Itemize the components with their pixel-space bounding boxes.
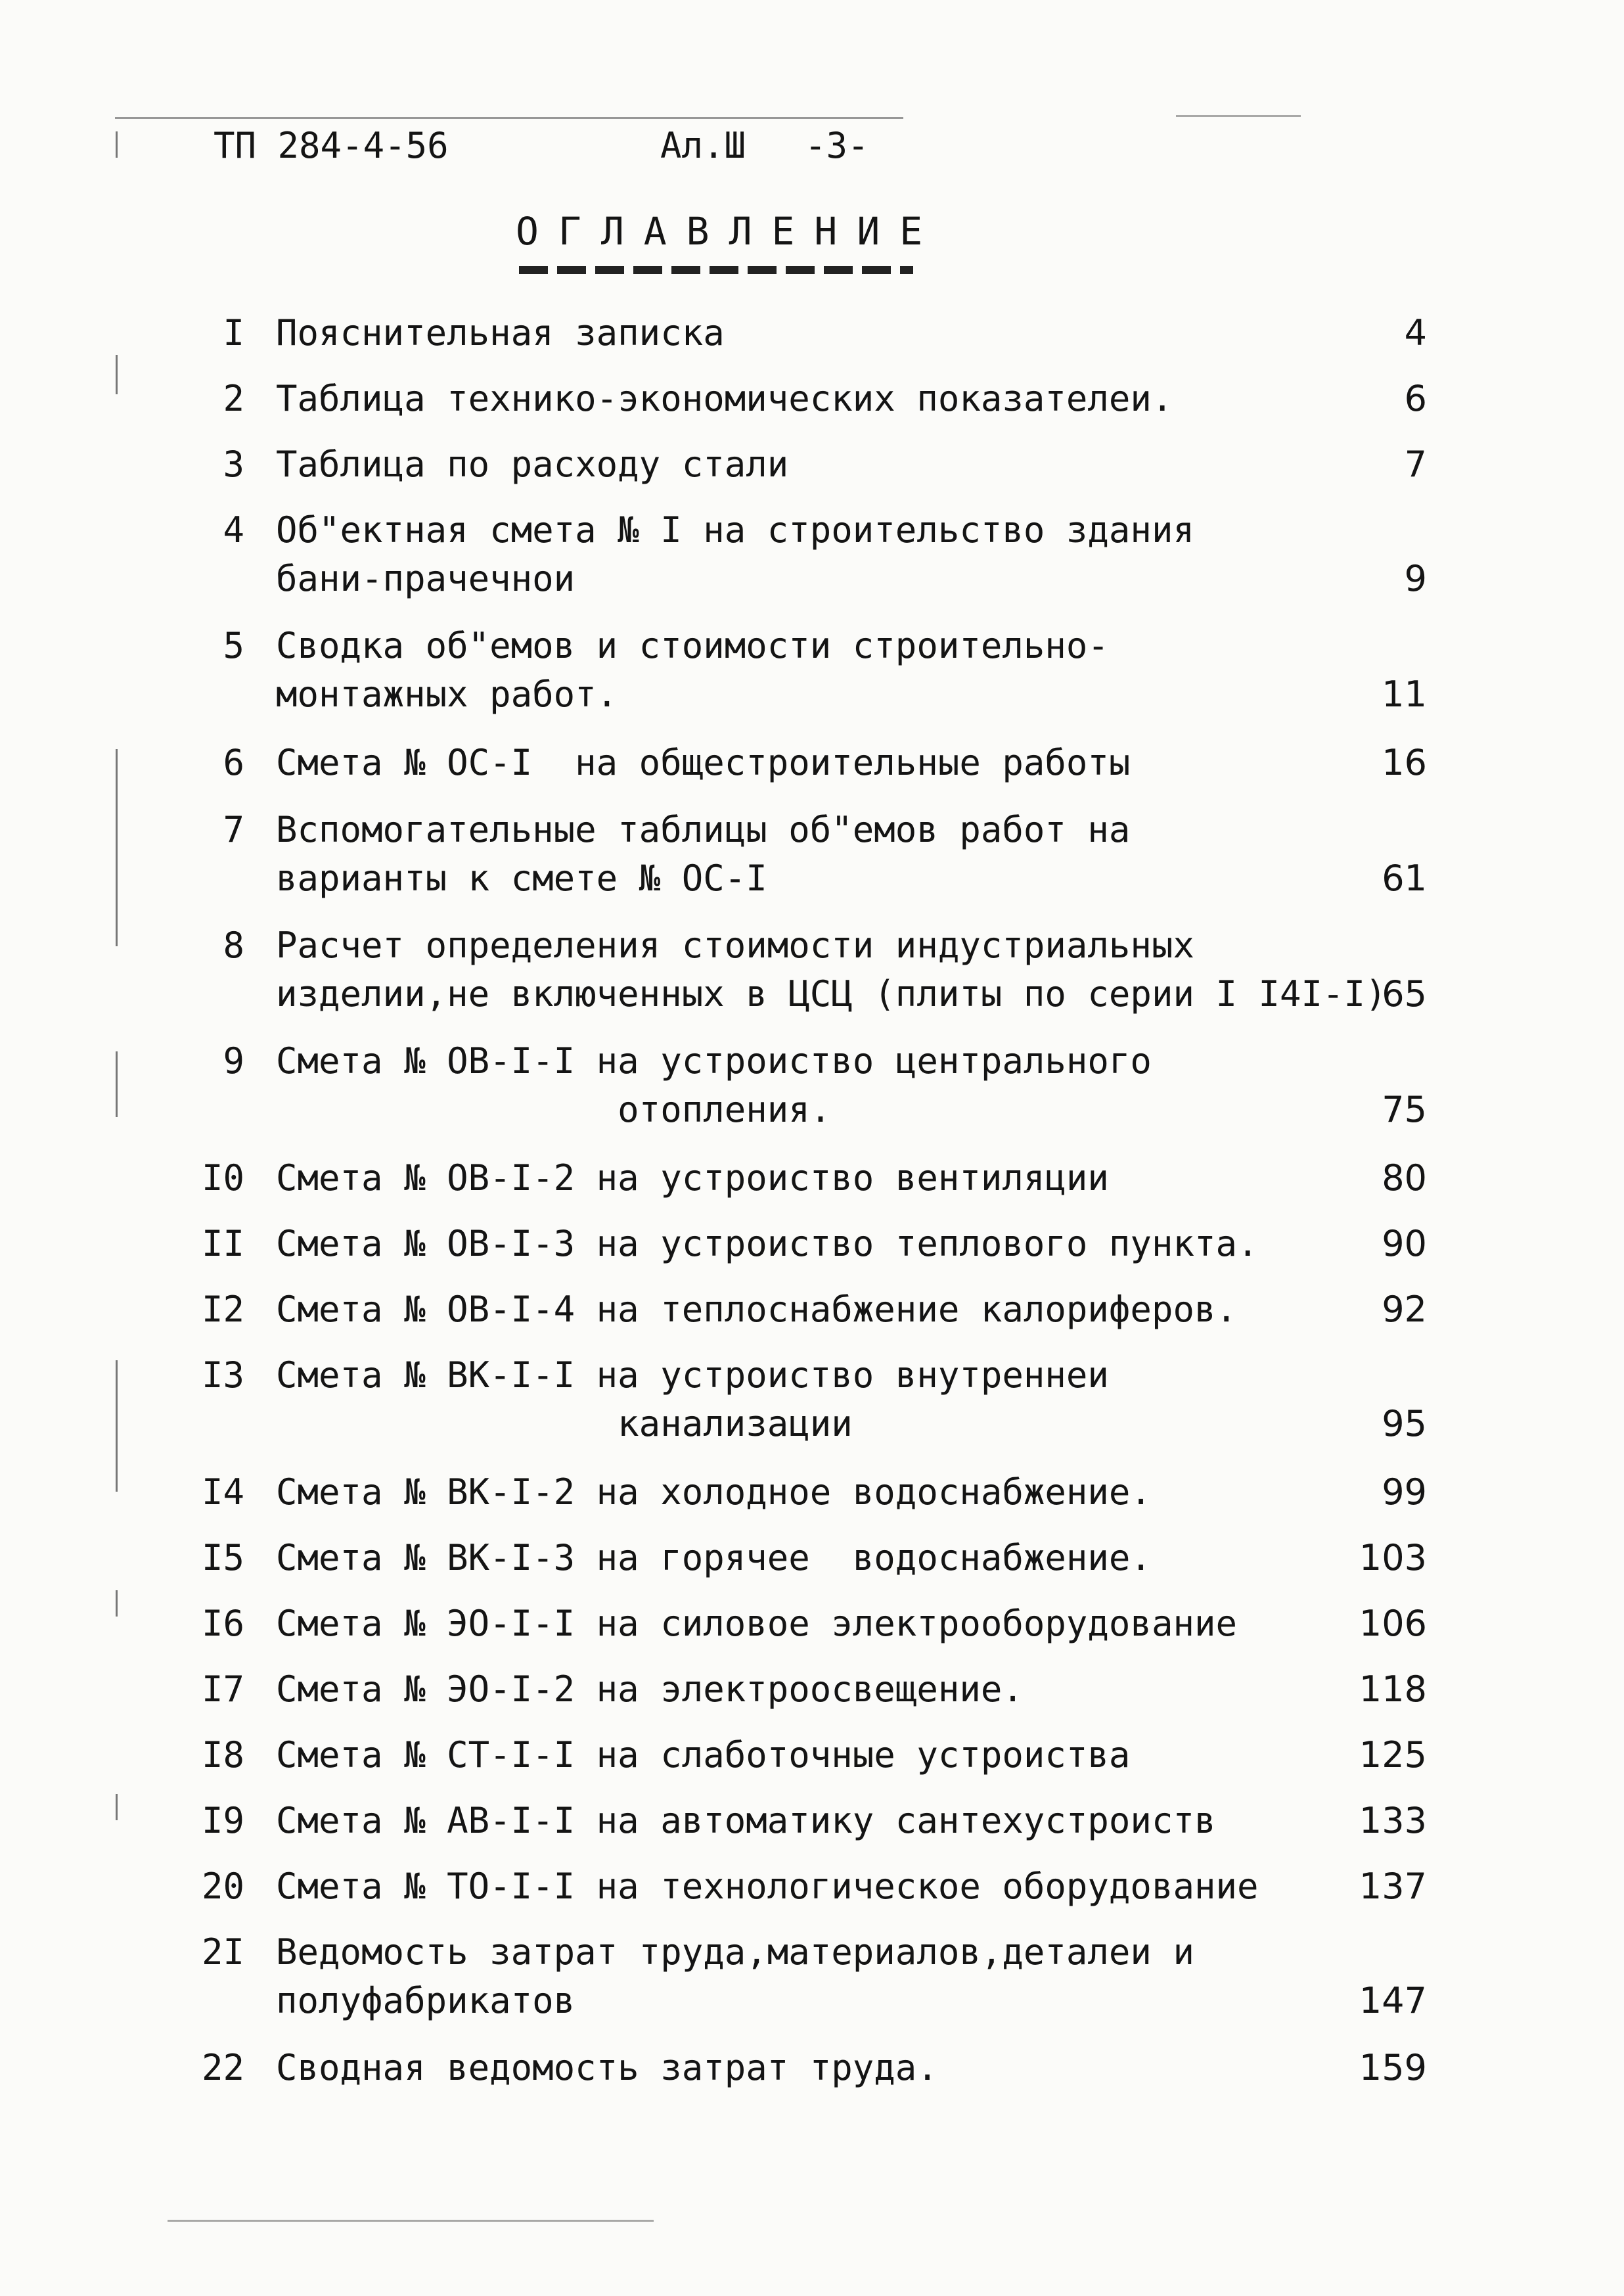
page-number: -3- xyxy=(805,125,869,166)
entry-title: Смета № ОВ-I-3 на устроиство теплового пункта. xyxy=(276,1223,1259,1264)
entry-page: 137 xyxy=(1359,1866,1427,1907)
entry-title: Смета № ЭО-I-2 на электроосвещение. xyxy=(276,1668,1024,1710)
entry-title: Смета № ОС-I на общестроительные работы xyxy=(276,742,1131,783)
entry-title: Смета № АВ-I-I на автоматику сантехустроиств xyxy=(276,1800,1216,1841)
entry-number: I4 xyxy=(201,1471,244,1513)
entry-page: 6 xyxy=(1404,378,1427,419)
entry-number: I7 xyxy=(201,1668,244,1710)
entry-title: Ведомость затрат труда,материалов,деталеи и полуфабрикатов xyxy=(276,1931,1194,2021)
entry-number: 8 xyxy=(223,925,244,966)
entry-number: I0 xyxy=(201,1157,244,1199)
entry-page: 133 xyxy=(1359,1800,1427,1841)
entry-page: 7 xyxy=(1404,444,1427,485)
entry-title: Таблица технико-экономических показателеи. xyxy=(276,378,1173,419)
entry-number: 2 xyxy=(223,378,244,419)
entry-number: 4 xyxy=(223,509,244,551)
entry-number: I2 xyxy=(201,1289,244,1330)
entry-page: 4 xyxy=(1404,312,1427,354)
entry-title: Пояснительная записка xyxy=(276,312,725,354)
entry-title: Смета № ВК-I-2 на холодное водоснабжение. xyxy=(276,1471,1152,1513)
entry-number: 7 xyxy=(223,809,244,850)
entry-number: 5 xyxy=(223,625,244,666)
entry-title: Расчет определения стоимости индустриальных изделии,не включенных в ЦСЦ (плиты по серии I I4I-I) xyxy=(276,925,1387,1015)
entry-page: 65 xyxy=(1382,973,1427,1015)
entry-page: 159 xyxy=(1359,2047,1427,2088)
entry-number: I9 xyxy=(201,1800,244,1841)
entry-title: Сводная ведомость затрат труда. xyxy=(276,2047,938,2088)
entry-number: 22 xyxy=(201,2047,244,2088)
entry-number: I5 xyxy=(201,1537,244,1578)
entry-number: I3 xyxy=(201,1354,244,1396)
document-code: ТП 284-4-56 xyxy=(214,125,449,166)
entry-page: 9 xyxy=(1404,558,1427,599)
entry-title: Таблица по расходу стали xyxy=(276,444,789,485)
entry-title: Смета № ТО-I-I на технологическое оборудование xyxy=(276,1866,1259,1907)
entry-page: 103 xyxy=(1359,1537,1427,1578)
entry-number: 2I xyxy=(201,1931,244,1973)
entry-number: 20 xyxy=(201,1866,244,1907)
entry-page: 61 xyxy=(1382,858,1427,899)
entry-page: 16 xyxy=(1382,742,1427,783)
entry-title: Смета № ВК-I-3 на горячее водоснабжение. xyxy=(276,1537,1152,1578)
entry-title: Смета № ВК-I-I на устроиство внутреннеи канализации xyxy=(276,1354,1109,1444)
entry-number: 3 xyxy=(223,444,244,485)
entry-number: I xyxy=(223,312,244,354)
entry-number: 6 xyxy=(223,742,244,783)
entry-title: Смета № ЭО-I-I на силовое электрооборудование xyxy=(276,1603,1237,1644)
entry-page: 106 xyxy=(1359,1603,1427,1644)
entry-number: I8 xyxy=(201,1734,244,1776)
entry-title: Смета № ОВ-I-4 на теплоснабжение калориферов. xyxy=(276,1289,1237,1330)
entry-number: II xyxy=(201,1223,244,1264)
entry-page: 147 xyxy=(1359,1980,1427,2021)
entry-title: Об"ектная смета № I на строительство здания бани-прачечнои xyxy=(276,509,1194,599)
entry-page: 11 xyxy=(1382,674,1427,715)
entry-number: 9 xyxy=(223,1040,244,1082)
entry-title: Смета № СТ-I-I на слаботочные устроиства xyxy=(276,1734,1131,1776)
page-title: ОГЛАВЛЕНИЕ xyxy=(516,209,943,254)
entry-page: 95 xyxy=(1382,1403,1427,1444)
entry-page: 75 xyxy=(1382,1089,1427,1130)
entry-title: Вспомогательные таблицы об"емов работ на варианты к смете № ОС-I xyxy=(276,809,1131,899)
entry-title: Смета № ОВ-I-I на устроиство центрального отопления. xyxy=(276,1040,1152,1130)
entry-page: 92 xyxy=(1382,1289,1427,1330)
entry-page: 125 xyxy=(1359,1734,1427,1776)
entry-page: 90 xyxy=(1382,1223,1427,1264)
album-number: Ал.Ш xyxy=(660,125,746,166)
entry-page: 118 xyxy=(1359,1668,1427,1710)
entry-page: 99 xyxy=(1382,1471,1427,1513)
entry-title: Смета № ОВ-I-2 на устроиство вентиляции xyxy=(276,1157,1109,1199)
entry-page: 80 xyxy=(1382,1157,1427,1199)
entry-number: I6 xyxy=(201,1603,244,1644)
entry-title: Сводка об"емов и стоимости строительно- монтажных работ. xyxy=(276,625,1109,715)
